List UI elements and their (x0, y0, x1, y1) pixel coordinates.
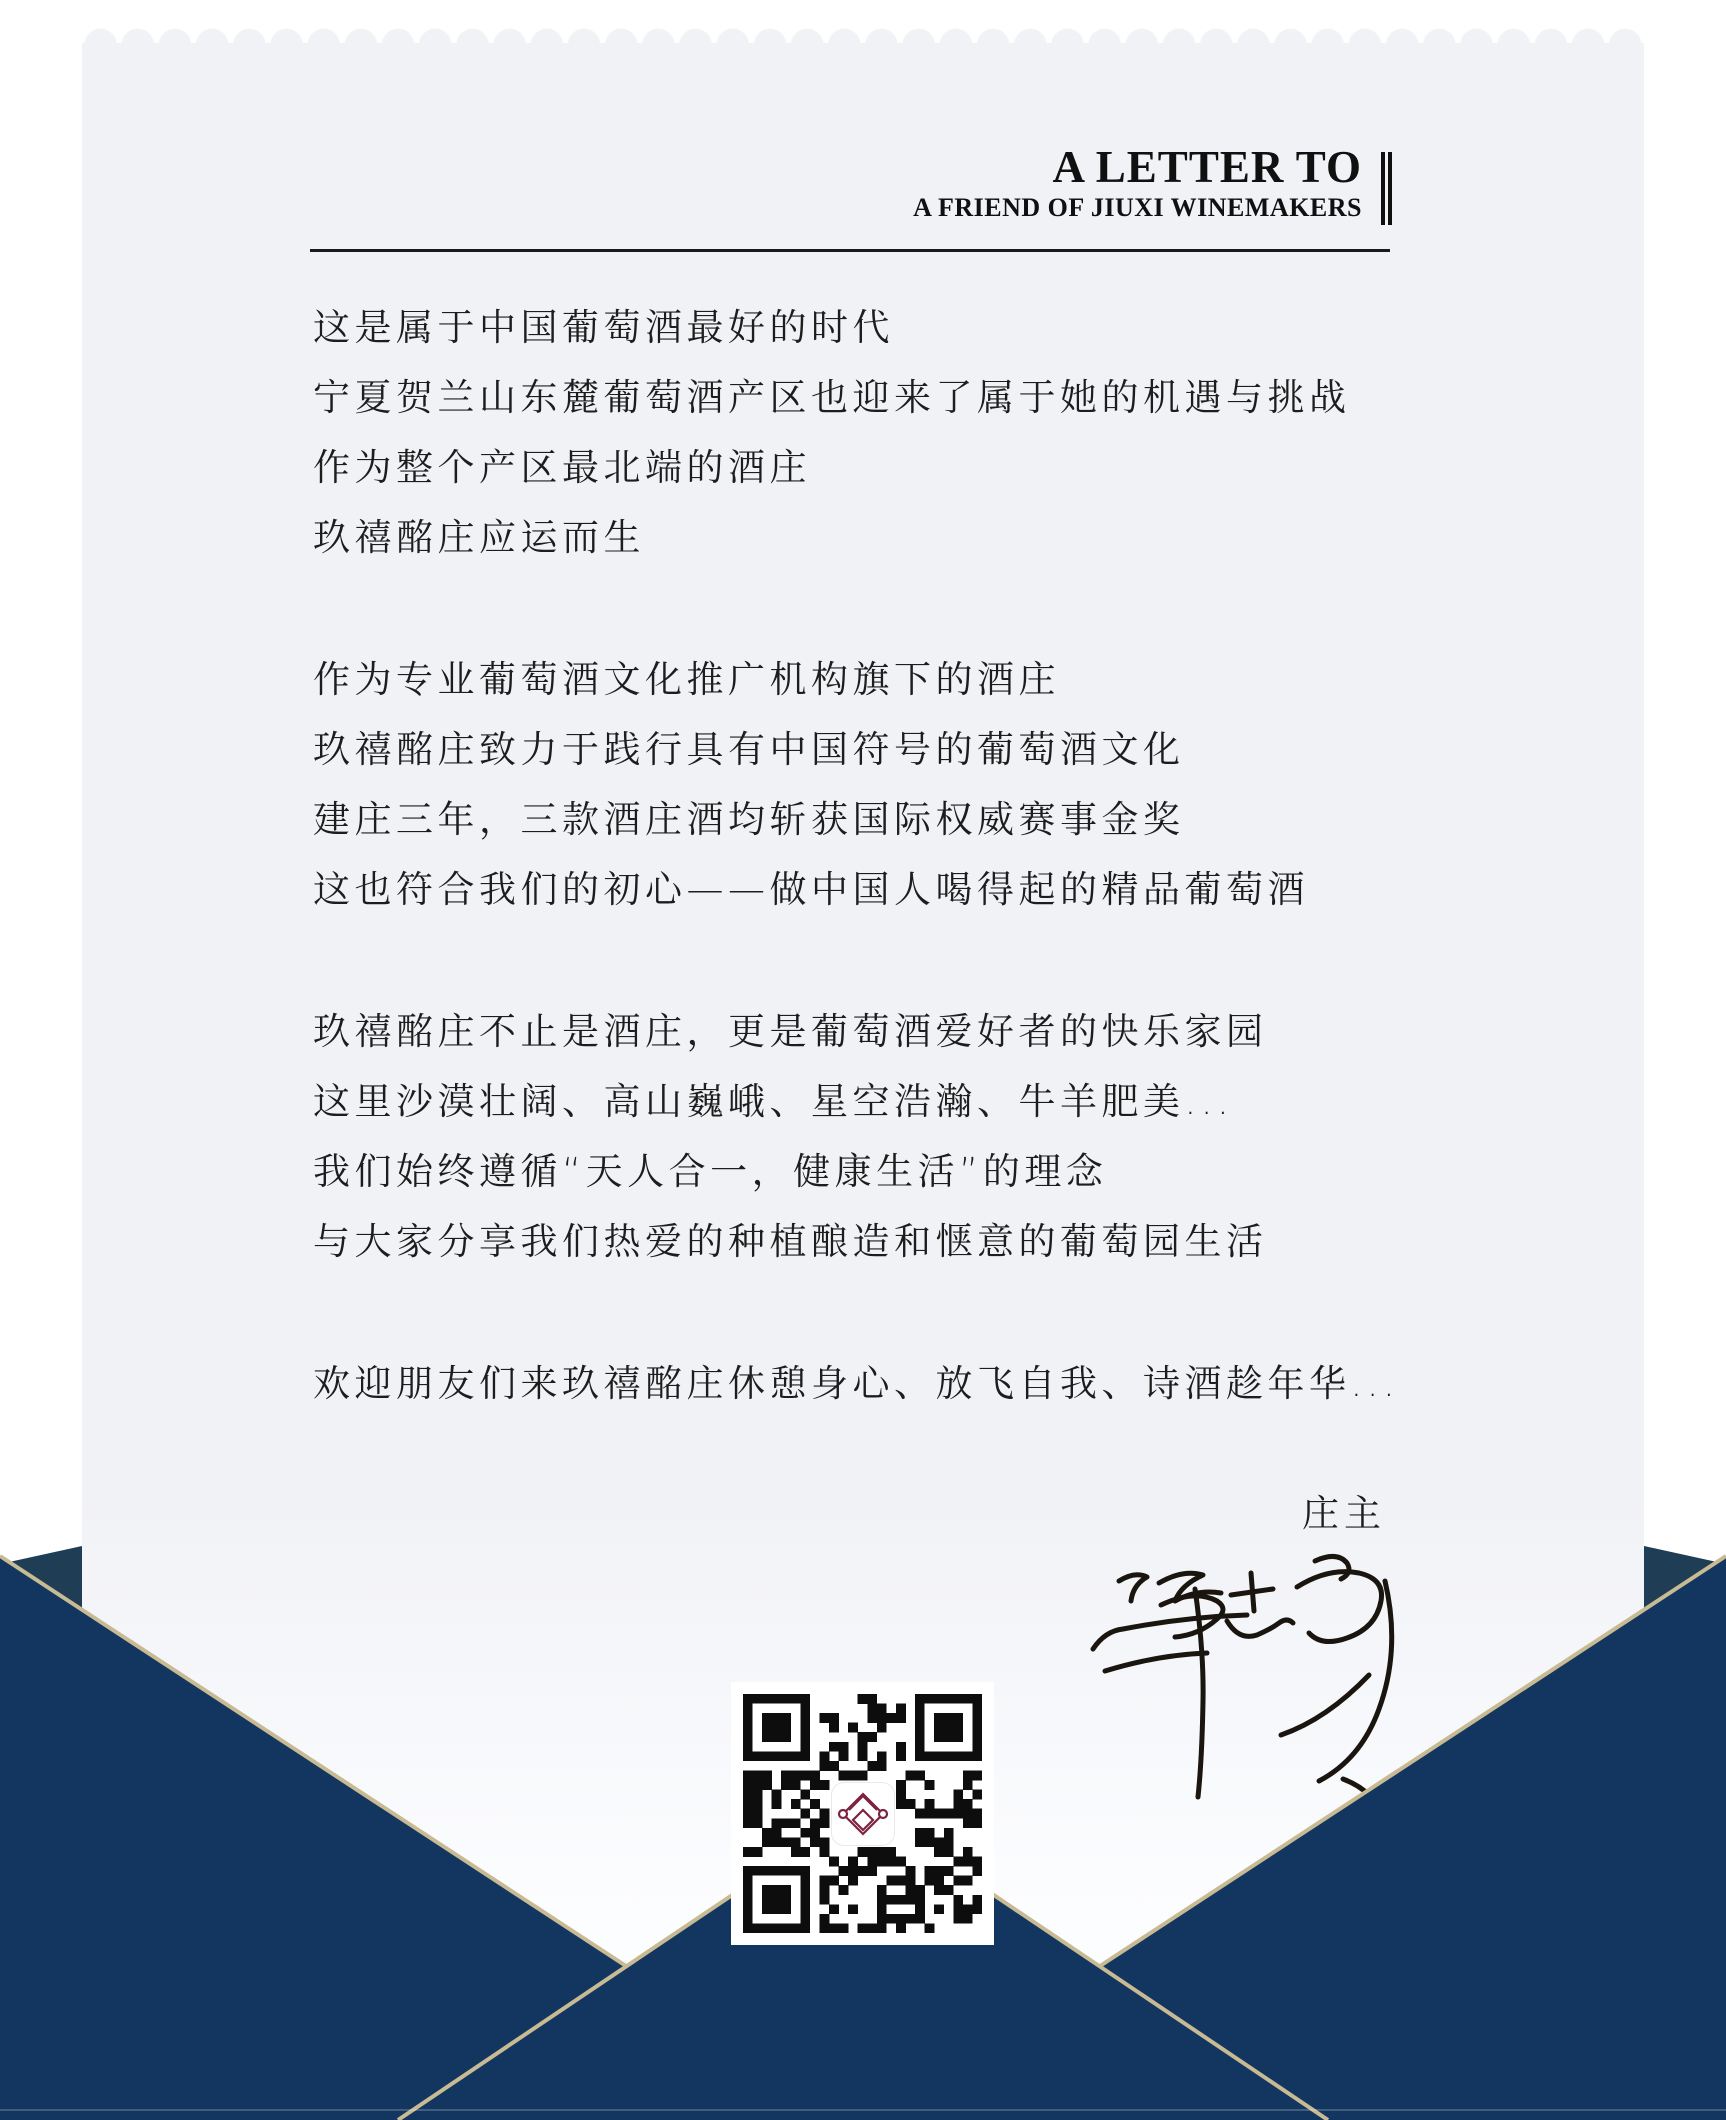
header-subtitle: A FRIEND OF JIUXI WINEMAKERS (913, 193, 1362, 222)
letter-line: 建庄三年，三款酒庄酒均斩获国际权威赛事金奖 (313, 798, 1185, 841)
letter-line: 欢迎朋友们来玖禧酩庄休憩身心、放飞自我、诗酒趁年华... (313, 1362, 1400, 1405)
letter-line: 宁夏贺兰山东麓葡萄酒产区也迎来了属于她的机遇与挑战 (313, 376, 1351, 419)
winery-logo-icon (834, 1785, 892, 1843)
letter-line: 这是属于中国葡萄酒最好的时代 (313, 306, 894, 349)
letter-line: 这里沙漠壮阔、高山巍峨、星空浩瀚、牛羊肥美... (313, 1080, 1234, 1123)
letter-line: 作为专业葡萄酒文化推广机构旗下的酒庄 (313, 658, 1060, 701)
qr-center-logo (832, 1783, 894, 1845)
letter-line: 玖禧酩庄不止是酒庄，更是葡萄酒爱好者的快乐家园 (313, 1010, 1268, 1053)
letter-line: 作为整个产区最北端的酒庄 (313, 446, 811, 489)
letter-line: 玖禧酩庄致力于践行具有中国符号的葡萄酒文化 (313, 728, 1185, 771)
wechat-qr-code (731, 1682, 994, 1945)
letter-line: 我们始终遵循“天人合一，健康生活”的理念 (313, 1150, 1108, 1193)
letter-line: 与大家分享我们热爱的种植酿造和惬意的葡萄园生活 (313, 1220, 1268, 1263)
closing-label: 庄主 (1302, 1492, 1386, 1535)
letter-line: 玖禧酩庄应运而生 (313, 516, 645, 559)
header-title: A LETTER TO (1052, 142, 1362, 192)
letter-line: 这也符合我们的初心——做中国人喝得起的精品葡萄酒 (313, 868, 1309, 911)
